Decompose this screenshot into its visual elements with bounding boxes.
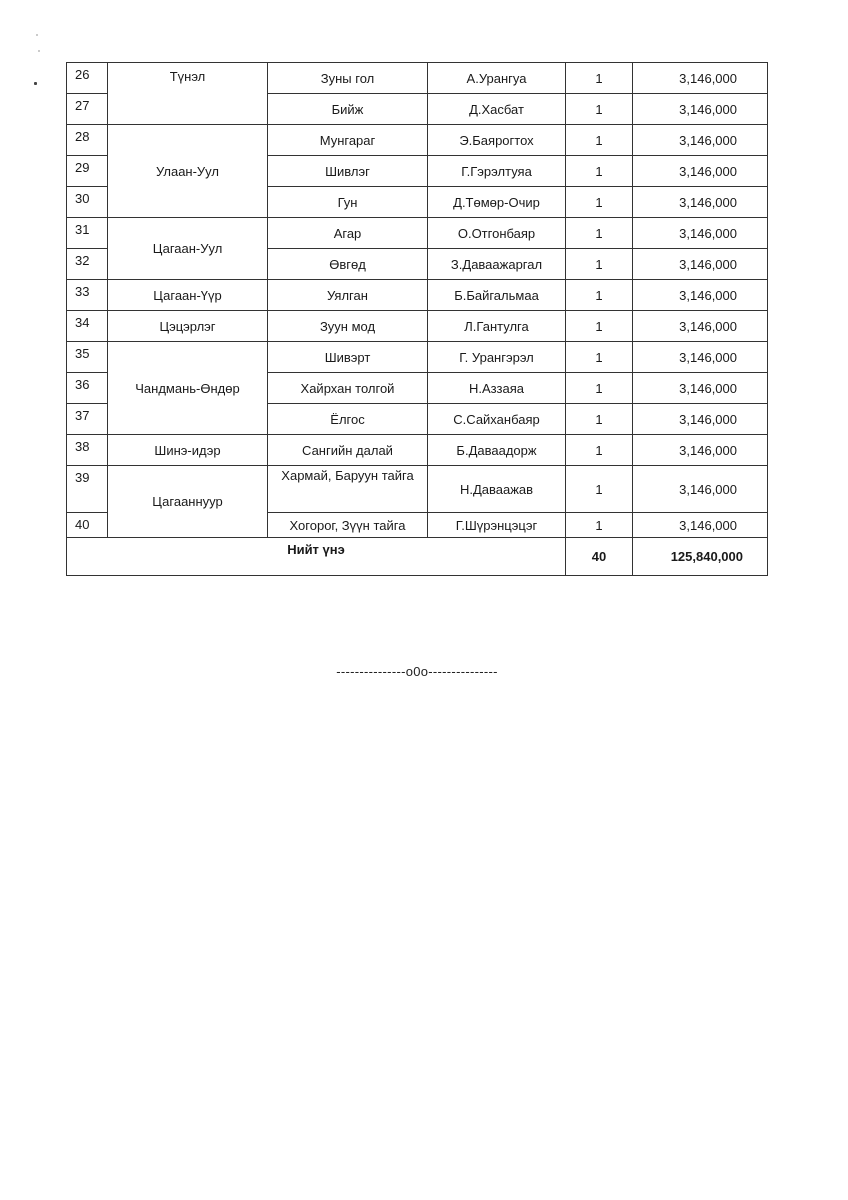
quantity-cell: 1 [566, 125, 633, 156]
place-cell: Зуны гол [268, 63, 428, 94]
place-cell: Хайрхан толгой [268, 373, 428, 404]
row-number: 38 [67, 435, 108, 466]
person-cell: Н.Даваажав [428, 466, 566, 513]
quantity-cell: 1 [566, 94, 633, 125]
quantity-cell: 1 [566, 311, 633, 342]
person-cell: З.Даваажаргал [428, 249, 566, 280]
row-number: 28 [67, 125, 108, 156]
quantity-cell: 1 [566, 187, 633, 218]
person-cell: О.Отгонбаяр [428, 218, 566, 249]
scan-speck [34, 82, 37, 85]
quantity-cell: 1 [566, 156, 633, 187]
table-row [67, 342, 768, 373]
row-number: 36 [67, 373, 108, 404]
quantity-cell: 1 [566, 404, 633, 435]
amount-cell: 3,146,000 [633, 342, 768, 373]
end-of-document-mark: ---------------о0о--------------- [336, 664, 498, 679]
table-row [67, 466, 768, 513]
quantity-cell: 1 [566, 373, 633, 404]
amount-cell: 3,146,000 [633, 513, 768, 538]
row-number: 35 [67, 342, 108, 373]
amount-cell: 3,146,000 [633, 280, 768, 311]
scan-speck [36, 34, 38, 36]
row-number: 26 [67, 63, 108, 94]
place-cell: Шивэрт [268, 342, 428, 373]
row-number: 39 [67, 466, 108, 513]
amount-cell: 3,146,000 [633, 187, 768, 218]
quantity-cell: 1 [566, 342, 633, 373]
row-number: 32 [67, 249, 108, 280]
place-cell: Уялган [268, 280, 428, 311]
budget-table [66, 62, 768, 576]
district-cell: Түнэл [108, 63, 268, 125]
total-label: Нийт үнэ [67, 538, 566, 576]
amount-cell: 3,146,000 [633, 249, 768, 280]
person-cell: Г.Гэрэлтуяа [428, 156, 566, 187]
quantity-cell: 1 [566, 218, 633, 249]
person-cell: С.Сайханбаяр [428, 404, 566, 435]
row-number: 29 [67, 156, 108, 187]
amount-cell: 3,146,000 [633, 94, 768, 125]
person-cell: Э.Баярогтох [428, 125, 566, 156]
district-cell: Цагааннуур [108, 466, 268, 538]
amount-cell: 3,146,000 [633, 63, 768, 94]
district-cell: Цагаан-Уул [108, 218, 268, 280]
person-cell: А.Урангуа [428, 63, 566, 94]
quantity-cell: 1 [566, 63, 633, 94]
table-row [67, 280, 768, 311]
person-cell: Г. Урангэрэл [428, 342, 566, 373]
total-quantity: 40 [566, 538, 633, 576]
place-cell: Хармай, Баруун тайга [268, 466, 428, 513]
person-cell: Б.Даваадорж [428, 435, 566, 466]
place-cell: Гун [268, 187, 428, 218]
person-cell: Н.Аззаяа [428, 373, 566, 404]
person-cell: Л.Гантулга [428, 311, 566, 342]
amount-cell: 3,146,000 [633, 435, 768, 466]
amount-cell: 3,146,000 [633, 156, 768, 187]
row-number: 34 [67, 311, 108, 342]
place-cell: Сангийн далай [268, 435, 428, 466]
row-number: 37 [67, 404, 108, 435]
place-cell: Ёлгос [268, 404, 428, 435]
quantity-cell: 1 [566, 280, 633, 311]
place-cell: Бийж [268, 94, 428, 125]
row-number: 31 [67, 218, 108, 249]
total-amount: 125,840,000 [633, 538, 768, 576]
district-cell: Шинэ-идэр [108, 435, 268, 466]
table-row [67, 218, 768, 249]
row-number: 30 [67, 187, 108, 218]
place-cell: Мунгараг [268, 125, 428, 156]
district-cell: Цагаан-Үүр [108, 280, 268, 311]
quantity-cell: 1 [566, 435, 633, 466]
amount-cell: 3,146,000 [633, 311, 768, 342]
person-cell: Б.Байгальмаа [428, 280, 566, 311]
place-cell: Шивлэг [268, 156, 428, 187]
district-cell: Улаан-Уул [108, 125, 268, 218]
district-cell: Цэцэрлэг [108, 311, 268, 342]
scan-speck [38, 50, 40, 52]
amount-cell: 3,146,000 [633, 373, 768, 404]
row-number: 33 [67, 280, 108, 311]
amount-cell: 3,146,000 [633, 466, 768, 513]
amount-cell: 3,146,000 [633, 404, 768, 435]
person-cell: Д.Хасбат [428, 94, 566, 125]
row-number: 40 [67, 513, 108, 538]
table-row [67, 125, 768, 156]
amount-cell: 3,146,000 [633, 125, 768, 156]
row-number: 27 [67, 94, 108, 125]
amount-cell: 3,146,000 [633, 218, 768, 249]
place-cell: Агар [268, 218, 428, 249]
quantity-cell: 1 [566, 249, 633, 280]
person-cell: Д.Төмөр-Очир [428, 187, 566, 218]
quantity-cell: 1 [566, 466, 633, 513]
table-row [67, 435, 768, 466]
table-row [67, 311, 768, 342]
place-cell: Хогорог, Зүүн тайга [268, 513, 428, 538]
place-cell: Зуун мод [268, 311, 428, 342]
total-row [67, 538, 768, 576]
person-cell: Г.Шүрэнцэцэг [428, 513, 566, 538]
place-cell: Өвгөд [268, 249, 428, 280]
quantity-cell: 1 [566, 513, 633, 538]
district-cell: Чандмань-Өндөр [108, 342, 268, 435]
table-row [67, 63, 768, 94]
